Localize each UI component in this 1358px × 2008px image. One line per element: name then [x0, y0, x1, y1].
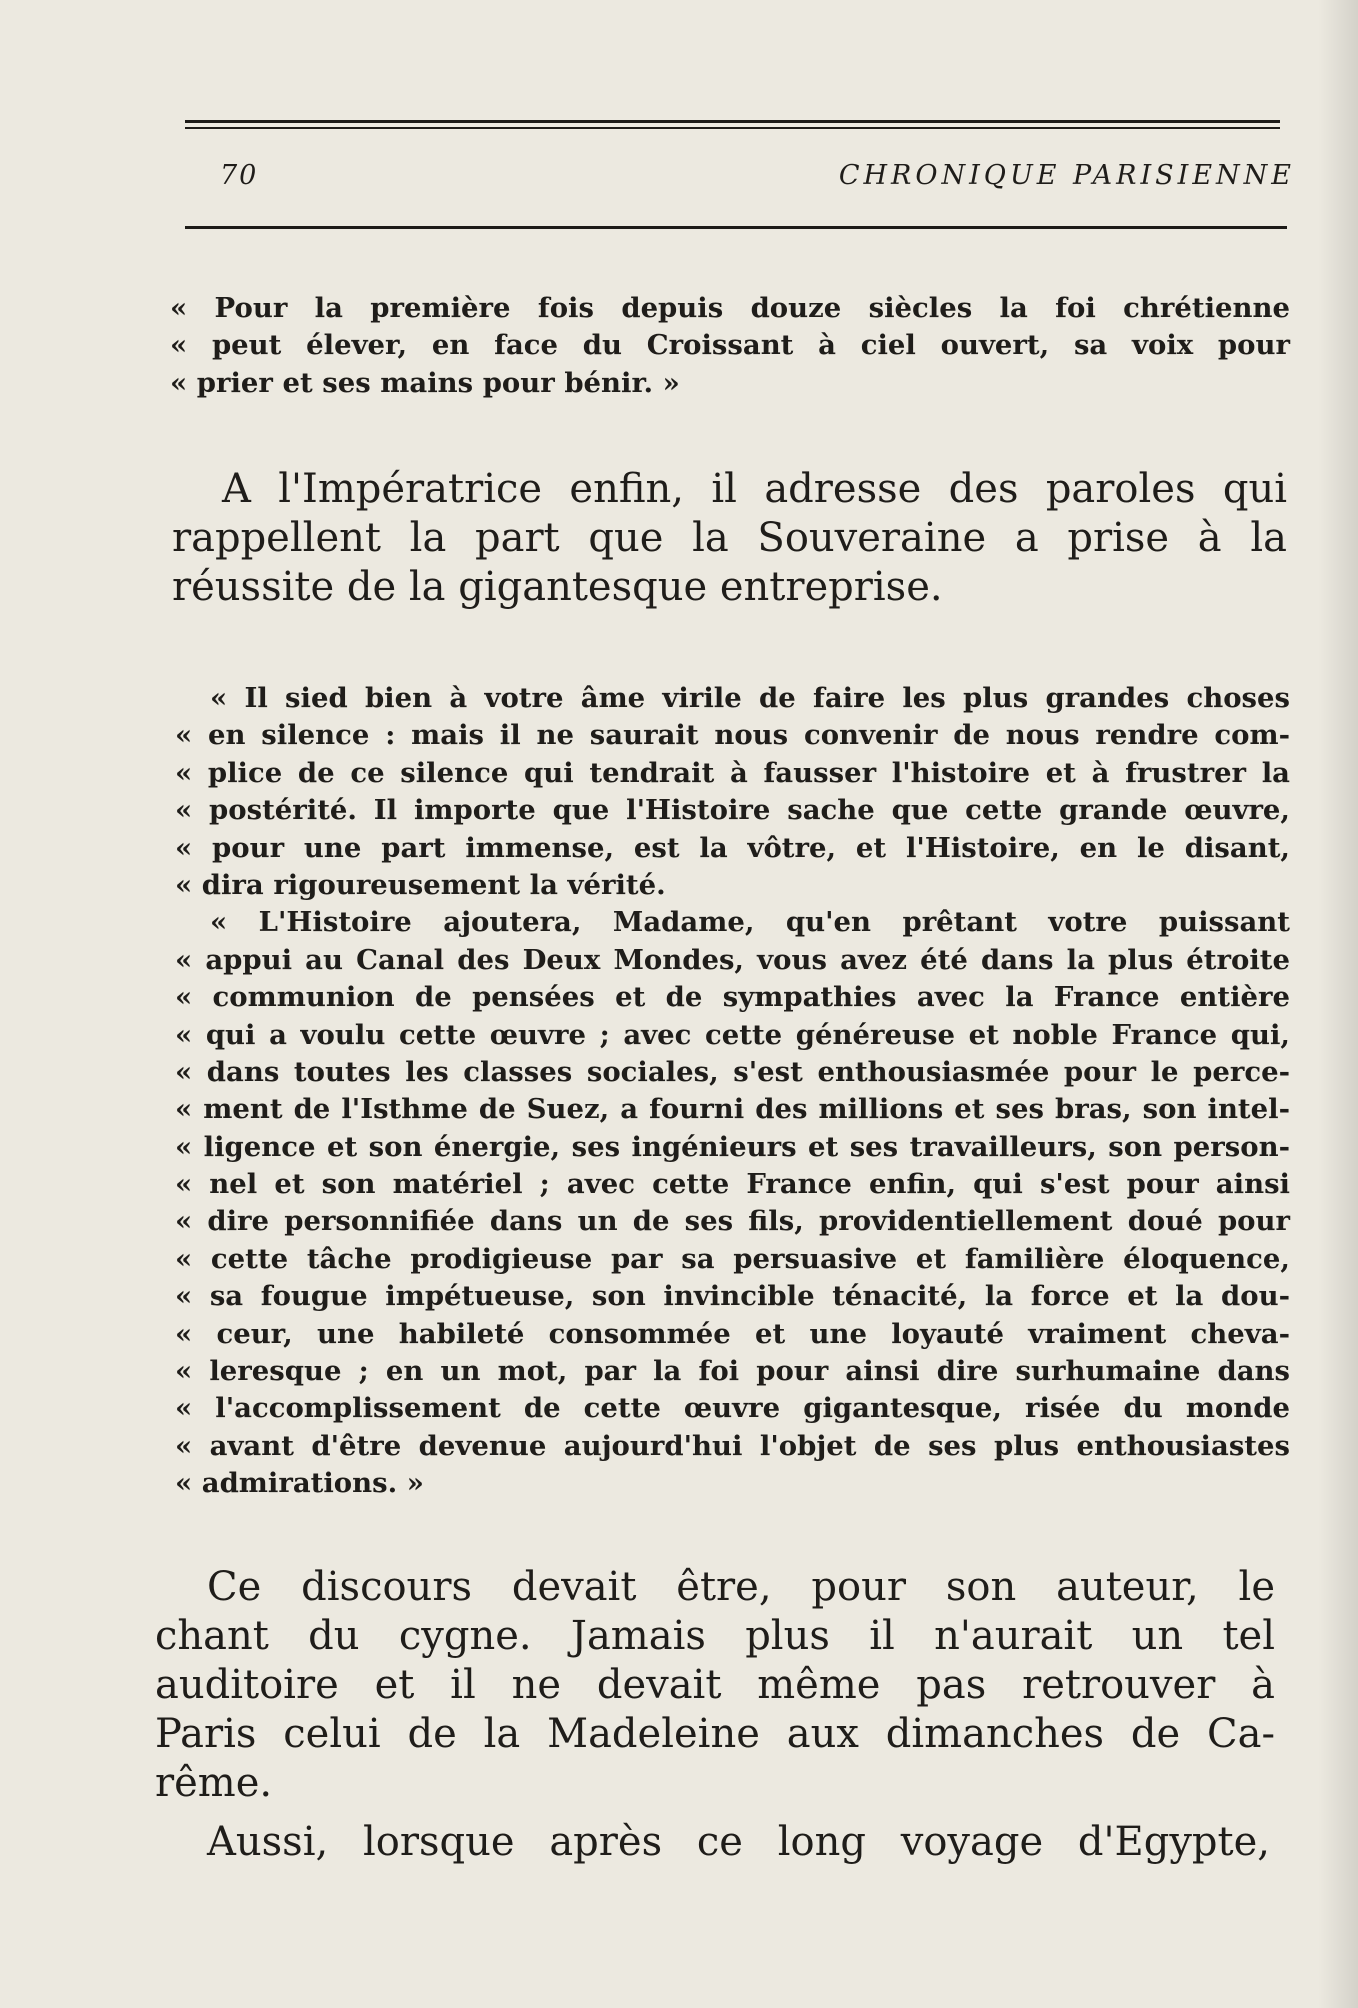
quote-line: « dira rigoureusement la vérité. — [175, 868, 666, 901]
text-line: Paris celui de la Madeleine aux dimanches de Ca- — [155, 1711, 1275, 1757]
quote-line: « qui a voulu cette œuvre ; avec cette généreuse et noble France qui, — [175, 1018, 1290, 1051]
quote-line: « dans toutes les classes sociales, s'est enthousiasmée pour le perce- — [175, 1055, 1290, 1088]
quote-line: « peut élever, en face du Croissant à ciel ouvert, sa voix pour — [170, 329, 1290, 362]
quote-line: « leresque ; en un mot, par la foi pour ainsi dire surhumaine dans — [175, 1355, 1290, 1388]
text-line: rême. — [155, 1760, 273, 1806]
quote-line: « sa fougue impétueuse, son invincible ténacité, la force et la dou- — [175, 1280, 1290, 1313]
text-line: A l'Impératrice enfin, il adresse des paroles qui — [222, 466, 1287, 512]
quote-line: « cette tâche prodigieuse par sa persuasive et familière éloquence, — [175, 1242, 1290, 1275]
quote-line: « prier et ses mains pour bénir. » — [170, 366, 680, 399]
running-title: CHRONIQUE PARISIENNE — [838, 160, 1295, 191]
text-line: chant du cygne. Jamais plus il n'aurait un tel — [155, 1613, 1275, 1659]
quote-line: « ceur, une habileté consommée et une loyauté vraiment cheva- — [175, 1317, 1290, 1350]
quote-line: « Pour la première fois depuis douze siècles la foi chrétienne — [170, 292, 1290, 324]
quote-line: « admirations. » — [175, 1467, 424, 1500]
text-line: Ce discours devait être, pour son auteur, le — [207, 1564, 1275, 1610]
quote-line: « plice de ce silence qui tendrait à fausser l'histoire et à frustrer la — [175, 756, 1290, 789]
quote-line: « dire personnifiée dans un de ses fils, providentiellement doué pour — [175, 1205, 1290, 1238]
quote-line: « communion de pensées et de sympathies avec la France entière — [175, 981, 1290, 1014]
text-line: auditoire et il ne devait même pas retrouver à — [155, 1662, 1275, 1708]
page-number: 70 — [220, 160, 259, 191]
quote-block-2 — [175, 680, 1290, 1503]
header-rule-top — [185, 120, 1280, 123]
quote-line: « postérité. Il importe que l'Histoire sache que cette grande œuvre, — [175, 794, 1290, 827]
page-edge-shadow — [1318, 0, 1358, 2008]
paragraph-3 — [155, 1818, 1270, 1867]
quote-line: « pour une part immense, est la vôtre, et l'Histoire, en le disant, — [175, 831, 1290, 864]
quote-line: « l'accomplissement de cette œuvre gigantesque, risée du monde — [175, 1392, 1290, 1425]
quote-line: « avant d'être devenue aujourd'hui l'objet de ses plus enthousiastes — [175, 1429, 1290, 1462]
text-line: rappellent la part que la Souveraine a prise à la — [172, 515, 1287, 561]
quote-line: « en silence : mais il ne saurait nous convenir de nous rendre com- — [175, 719, 1290, 752]
paragraph-1 — [172, 465, 1287, 612]
header-rule-bottom — [185, 226, 1287, 229]
running-head — [210, 160, 1295, 200]
quote-line: « Il sied bien à votre âme virile de faire les plus grandes choses — [210, 682, 1290, 714]
quote-block-1 — [170, 290, 1290, 402]
text-line: réussite de la gigantesque entreprise. — [172, 564, 943, 610]
paragraph-2 — [155, 1563, 1275, 1808]
quote-line: « ligence et son énergie, ses ingénieurs et ses travailleurs, son person- — [175, 1130, 1290, 1163]
text-line: Aussi, lorsque après ce long voyage d'Egypte, — [207, 1819, 1270, 1865]
quote-line: « L'Histoire ajoutera, Madame, qu'en prêtant votre puissant — [210, 906, 1290, 939]
quote-line: « ment de l'Isthme de Suez, a fourni des millions et ses bras, son intel- — [175, 1093, 1290, 1126]
quote-line: « nel et son matériel ; avec cette France enfin, qui s'est pour ainsi — [175, 1168, 1290, 1201]
quote-line: « appui au Canal des Deux Mondes, vous avez été dans la plus étroite — [175, 943, 1290, 976]
header-rule-top-thin — [185, 127, 1280, 129]
